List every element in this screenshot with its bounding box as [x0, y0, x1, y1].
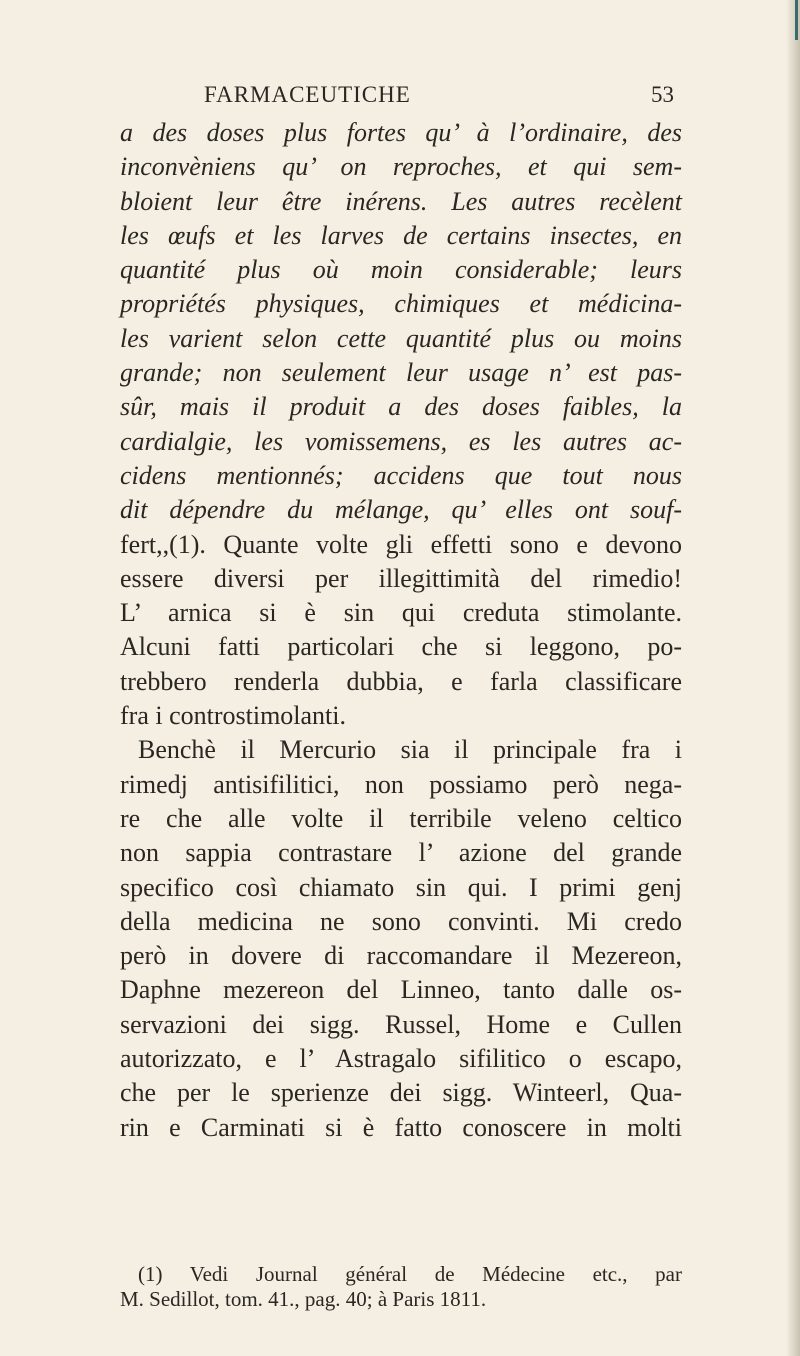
text-line: propriétés physiques, chimiques et médicina-	[120, 289, 682, 319]
page-header	[120, 82, 680, 112]
text-line: cardialgie, les vomissemens, es les autres ac-	[120, 426, 682, 456]
page-edge-mark	[795, 0, 798, 40]
text-line: specifico così chiamato sin qui. I primi genj	[120, 872, 682, 902]
text-line: fra i controstimolanti.	[120, 701, 347, 731]
text-line: grande; non seulement leur usage n’ est pas-	[120, 358, 682, 388]
text-line: della medicina ne sono convinti. Mi credo	[120, 906, 682, 936]
text-line: non sappia contrastare l’ azione del grande	[120, 838, 682, 868]
text-line: quantité plus où moin considerable; leurs	[120, 255, 682, 285]
footnotes	[120, 1262, 682, 1312]
text-line: sûr, mais il produit a des doses faibles, la	[120, 392, 682, 422]
text-line: essere diversi per illegittimità del rimedio!	[120, 563, 682, 593]
text-line: servazioni dei sigg. Russel, Home e Cullen	[120, 1009, 682, 1039]
text-line: trebbero renderla dubbia, e farla classificare	[120, 666, 682, 696]
text-line: re che alle volte il terribile veleno celtico	[120, 803, 682, 833]
running-title: FARMACEUTICHE	[204, 82, 411, 107]
text-line: dit dépendre du mélange, qu’ elles ont souf-	[120, 495, 682, 525]
text-line: Alcuni fatti particolari che si leggono, po-	[120, 632, 682, 662]
text-line: autorizzato, e l’ Astragalo sifilitico o escapo,	[120, 1044, 682, 1074]
footnote-line: M. Sedillot, tom. 41., pag. 40; à Paris 1811.	[120, 1287, 487, 1311]
main-text	[120, 116, 682, 1145]
text-line: che per le sperienze dei sigg. Winteerl, Qua-	[120, 1078, 682, 1108]
text-line: rimedj antisifilitici, non possiamo però nega-	[120, 769, 682, 799]
text-line: cidens mentionnés; accidens que tout nous	[120, 460, 682, 490]
text-line: les œufs et les larves de certains insectes, en	[120, 220, 682, 250]
text-line: inconvèniens qu’ on reproches, et qui sem-	[120, 152, 682, 182]
text-line: a des doses plus fortes qu’ à l’ordinaire, des	[120, 118, 682, 147]
text-line: fert,,(1). Quante volte gli effetti sono e devono	[120, 529, 682, 559]
text-line: però in dovere di raccomandare il Mezereon,	[120, 941, 682, 971]
text-line: bloient leur être inérens. Les autres recèlent	[120, 186, 682, 216]
text-line: les varient selon cette quantité plus ou moins	[120, 323, 682, 353]
footnote-line: (1) Vedi Journal général de Médecine etc., par	[138, 1262, 682, 1286]
text-line: Benchè il Mercurio sia il principale fra i	[138, 735, 682, 765]
text-line: L’ arnica si è sin qui creduta stimolante.	[120, 598, 682, 628]
text-line: Daphne mezereon del Linneo, tanto dalle os-	[120, 975, 682, 1005]
page-edge-shadow	[786, 0, 800, 1356]
text-line: rin e Carminati si è fatto conoscere in molti	[120, 1112, 682, 1142]
page-number: 53	[651, 82, 674, 107]
